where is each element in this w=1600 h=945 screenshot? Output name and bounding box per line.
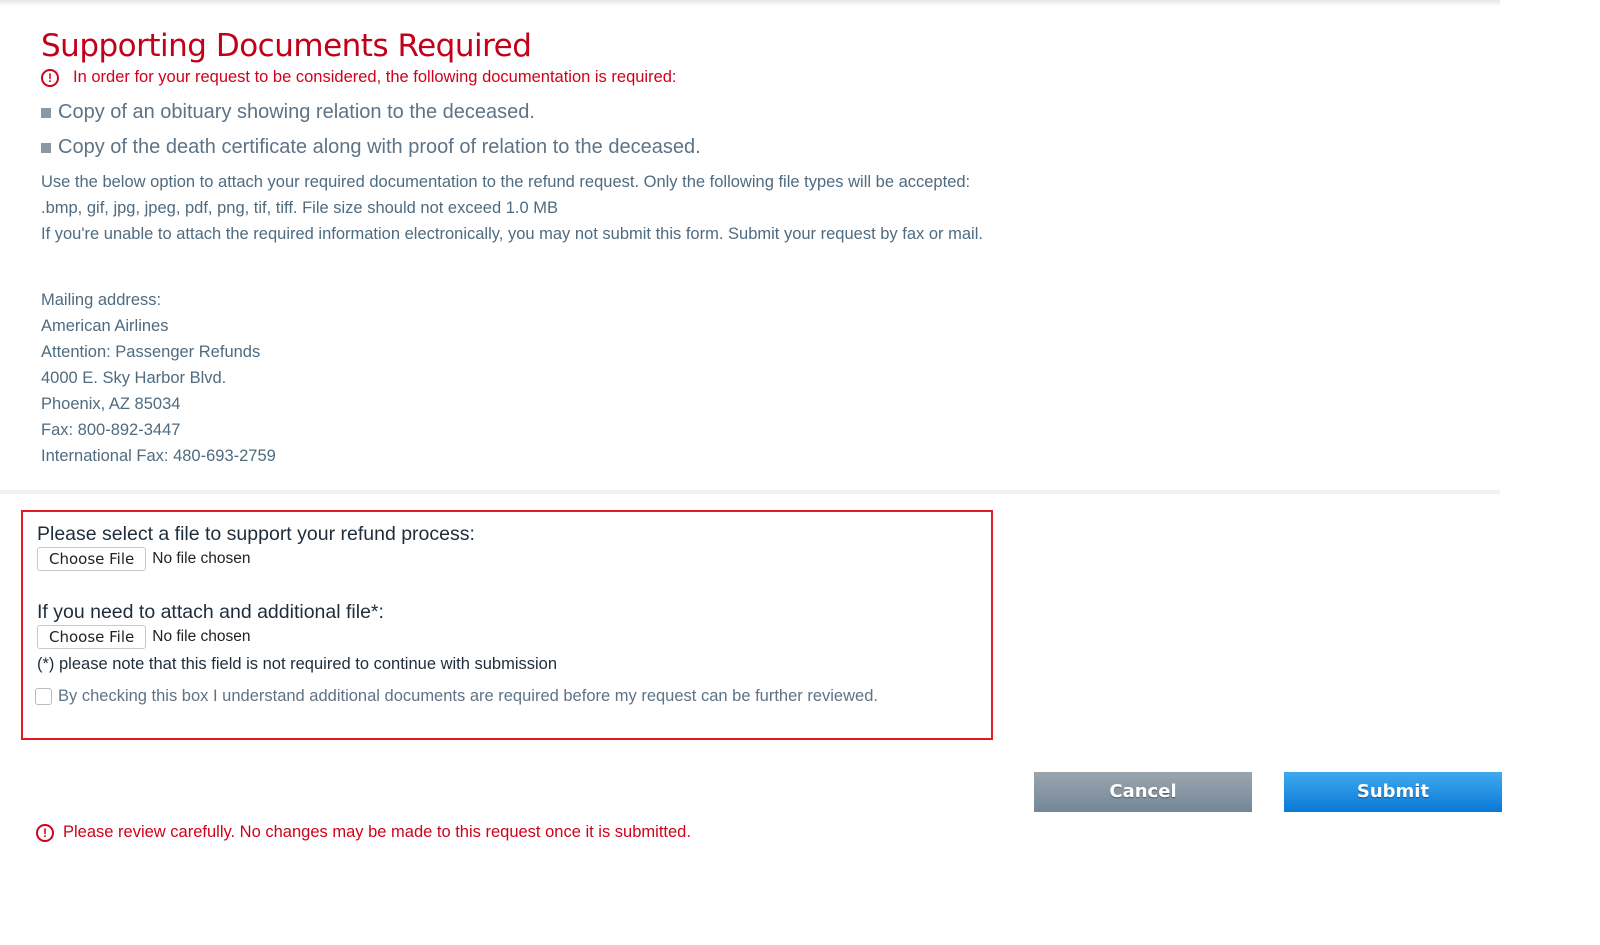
alert-icon: !	[36, 824, 54, 842]
file-status: No file chosen	[152, 628, 251, 645]
checkbox-label: By checking this box I understand additional documents are required before my request can be further reviewed.	[58, 687, 878, 705]
address-line: American Airlines	[41, 317, 169, 335]
address-line: Attention: Passenger Refunds	[41, 343, 261, 361]
checkbox[interactable]	[35, 688, 52, 705]
footer-warning	[36, 823, 691, 842]
upload-panel	[21, 510, 993, 740]
cancel-button[interactable]: Cancel	[1034, 772, 1252, 812]
instruction-line: Use the below option to attach your required documentation to the refund request. Only the following file types will be accepted:	[41, 173, 971, 191]
alert-icon: !	[41, 69, 59, 87]
instructions	[41, 169, 983, 247]
instruction-line: .bmp, gif, jpg, jpeg, pdf, png, tif, tiff. File size should not exceed 1.0 MB	[41, 199, 558, 217]
bullet-icon	[41, 143, 51, 153]
address-line: International Fax: 480-693-2759	[41, 447, 276, 465]
file-input-primary[interactable]	[37, 547, 250, 571]
required-notice	[41, 68, 677, 87]
upload-label: Please select a file to support your refund process:	[37, 523, 475, 545]
acknowledge-checkbox[interactable]	[35, 687, 878, 706]
requirement-text: Copy of an obituary showing relation to the deceased.	[58, 101, 535, 123]
page-title: Supporting Documents Required	[41, 28, 532, 64]
address-line: Phoenix, AZ 85034	[41, 395, 181, 413]
submit-button[interactable]: Submit	[1284, 772, 1502, 812]
documents-section	[0, 6, 1500, 494]
instruction-line: If you're unable to attach the required information electronically, you may not submit this form. Submit your request by fax or mail.	[41, 225, 983, 243]
requirement-text: Copy of the death certificate along with proof of relation to the deceased.	[58, 136, 701, 158]
choose-file-button[interactable]: Choose File	[37, 625, 146, 649]
optional-note: (*) please note that this field is not required to continue with submission	[37, 655, 558, 673]
requirement-item	[41, 101, 535, 124]
address-line: Fax: 800-892-3447	[41, 421, 181, 439]
file-input-additional[interactable]	[37, 625, 250, 649]
additional-upload-label: If you need to attach and additional file*:	[37, 601, 384, 623]
footer-warning-text: Please review carefully. No changes may be made to this request once it is submitted.	[63, 823, 691, 841]
mailing-address	[41, 287, 276, 469]
file-status: No file chosen	[152, 550, 251, 567]
address-line: 4000 E. Sky Harbor Blvd.	[41, 369, 227, 387]
choose-file-button[interactable]: Choose File	[37, 547, 146, 571]
required-notice-text: In order for your request to be considered, the following documentation is required:	[73, 68, 677, 86]
address-line: Mailing address:	[41, 291, 162, 309]
bullet-icon	[41, 108, 51, 118]
requirement-item	[41, 136, 701, 159]
